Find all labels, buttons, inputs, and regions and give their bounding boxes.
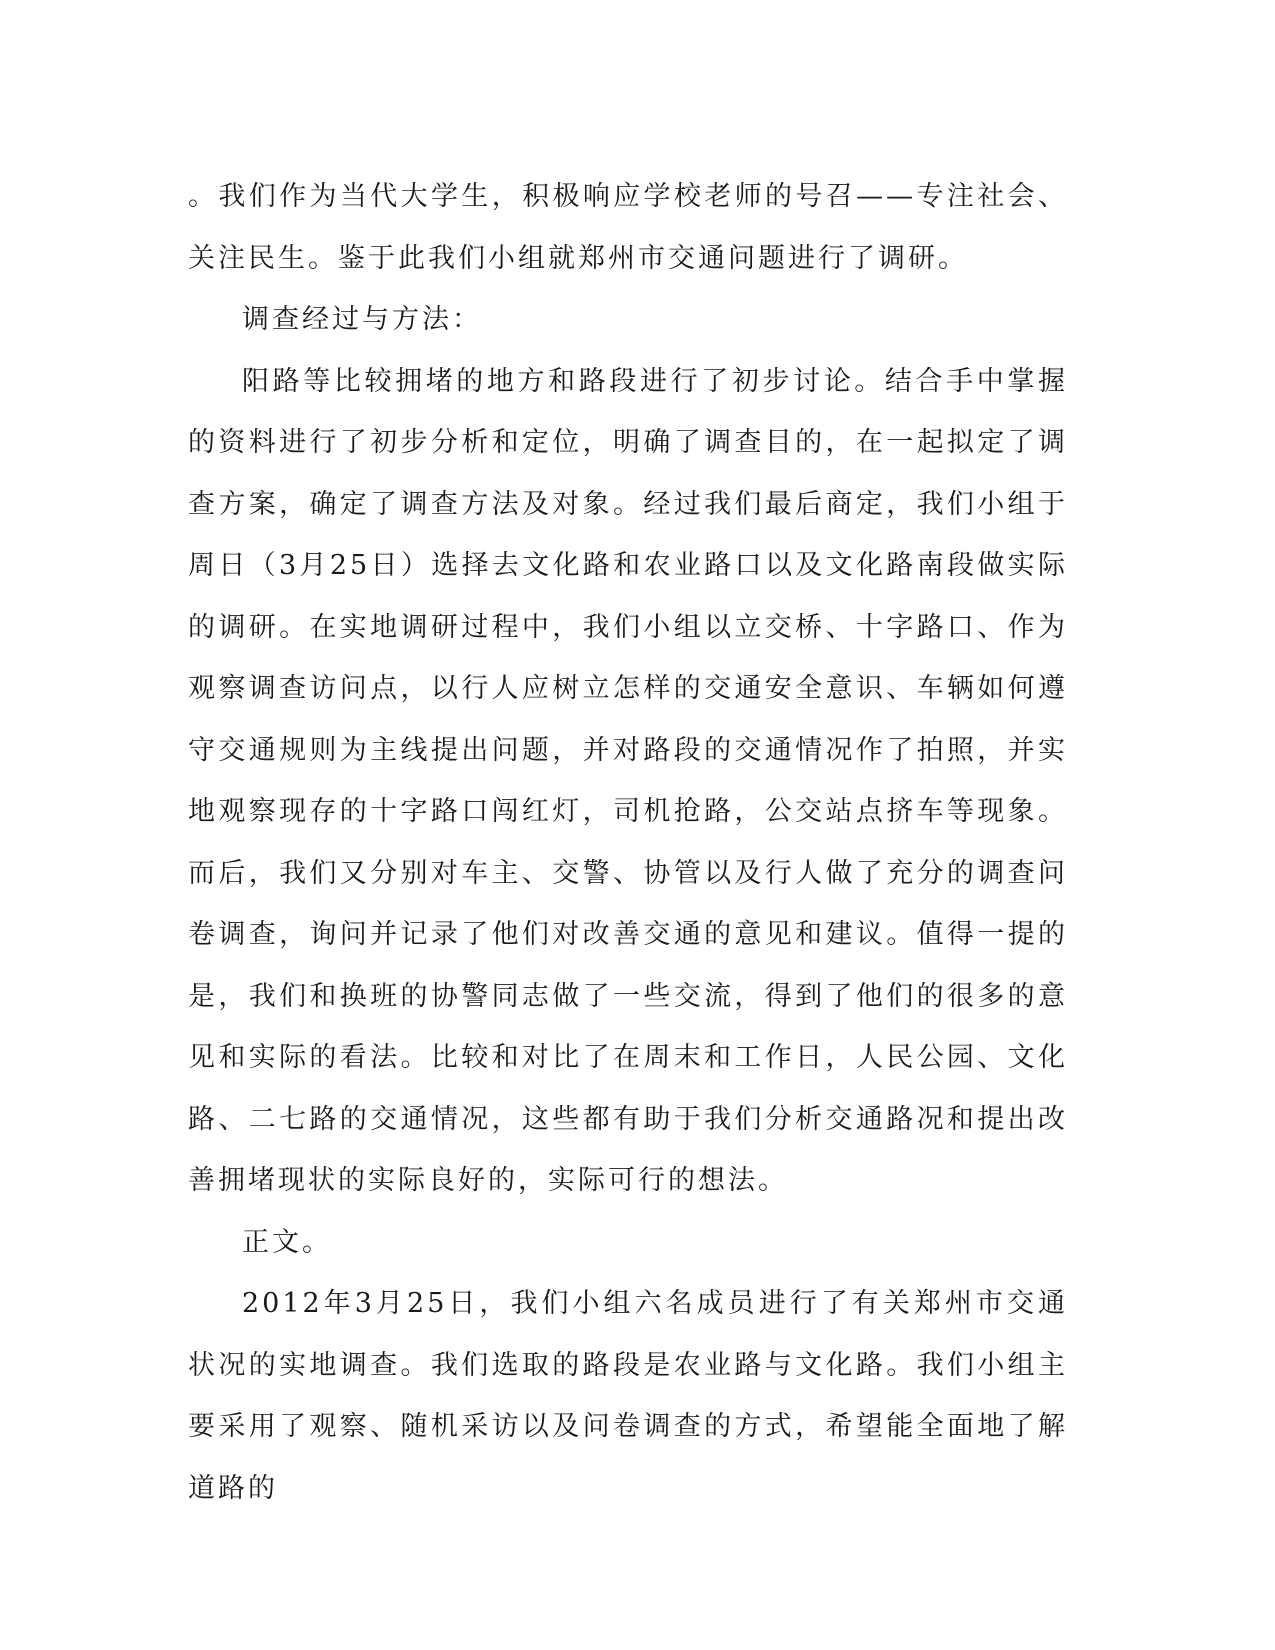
heading-main-text: 正文。 (242, 1226, 332, 1258)
paragraph-intro: 。我们作为当代大学生，积极响应学校老师的号召——专注社会、关注民生。鉴于此我们小组就郑州市交通问题进行了调研。 (188, 181, 1068, 274)
paragraph-survey-method: 阳路等比较拥堵的地方和路段进行了初步讨论。结合手中掌握的资料进行了初步分析和定位，明确了调查目的，在一起拟定了调查方案，确定了调查方法及对象。经过我们最后商定，我们小组于周日（3月25日）选择去文化路和农业路口以及文化路南段做实际的调研。在实地调研过程中，我们小组以立交桥、十字路口、作为观察调查访问点，以行人应树立怎样的交通安全意识、车辆如何遵守交通规则为主线提出问题，并对路段的交通情况作了拍照，并实地观察现存的十字路口闯红灯，司机抢路，公交站点挤车等现象。而后，我们又分别对车主、交警、协管以及行人做了充分的调查问卷调查，询问并记录了他们对改善交通的意见和建议。值得一提的是，我们和换班的协警同志做了一些交流，得到了他们的很多的意见和实际的看法。比较和对比了在周末和工作日，人民公园、文化路、二七路的交通情况，这些都有助于我们分析交通路况和提出改善拥堵现状的实际良好的，实际可行的想法。 (188, 365, 1068, 1196)
heading-survey-process: 调查经过与方法： (242, 304, 482, 335)
document-body (188, 166, 1068, 1519)
paragraph-main-text: 2012年3月25日，我们小组六名成员进行了有关郑州市交通状况的实地调查。我们选取的路段是农业路与文化路。我们小组主要采用了观察、随机采访以及问卷调查的方式，希望能全面地了解道路的 (188, 1288, 1068, 1504)
